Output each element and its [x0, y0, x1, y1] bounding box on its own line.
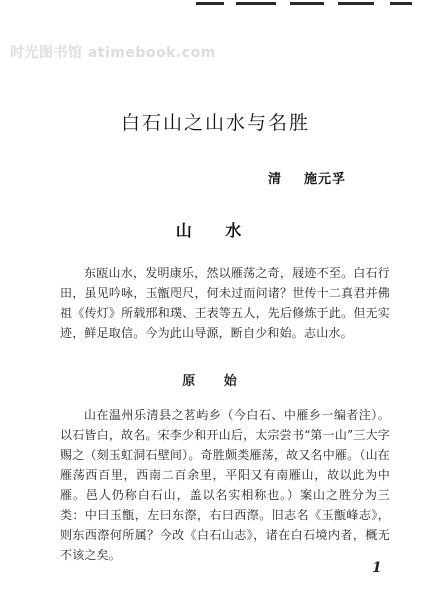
- watermark: 时光图书馆 atimebook.com: [10, 45, 216, 61]
- page-number: 1: [372, 560, 382, 576]
- author-name: 施元孚: [304, 172, 347, 187]
- author-dynasty: 清: [268, 172, 283, 187]
- author-line: [268, 168, 346, 187]
- section-heading-shanshui: 山 水: [175, 221, 256, 240]
- section-paragraph-yuanshi: 山在温州乐清县之茗屿乡（今白石、中雁乡一编者注）。以石皆白，故名。宋李少和开山后，太宗尝书“第一山”三大字赐之（刻玉虹洞石壁间）。奇胜颇类雁荡，故又名中雁。（山在雁荡西百里，西南二百余里，平阳又有南雁山，故以此为中雁。邑人仍称白石山，盖以名实相称也。）案山之胜分为三类：中曰玉甑，左曰东漈，右曰西漈。旧志名《玉甑峰志》，则东西漈何所属？今改《白石山志》，诸在白石境内者，概无不该之矣。: [60, 408, 390, 562]
- section-paragraph-shanshui: 东瓯山水，发明康乐，然以雁荡之奇，屐迹不至。白石行田，虽见吟咏，玉甑咫尺，何未过而问诸？世传十二真君并佛祖《传灯》所载邢和璞、王表等五人，先后修炼于此。但无实迹，鲜足取信。今为此山导源，断自少和始。志山水。: [60, 266, 390, 340]
- scan-top-edge: [0, 0, 431, 10]
- section-heading-yuanshi: 原 始: [182, 374, 249, 389]
- page-title: 白石山之山水与名胜: [120, 112, 310, 134]
